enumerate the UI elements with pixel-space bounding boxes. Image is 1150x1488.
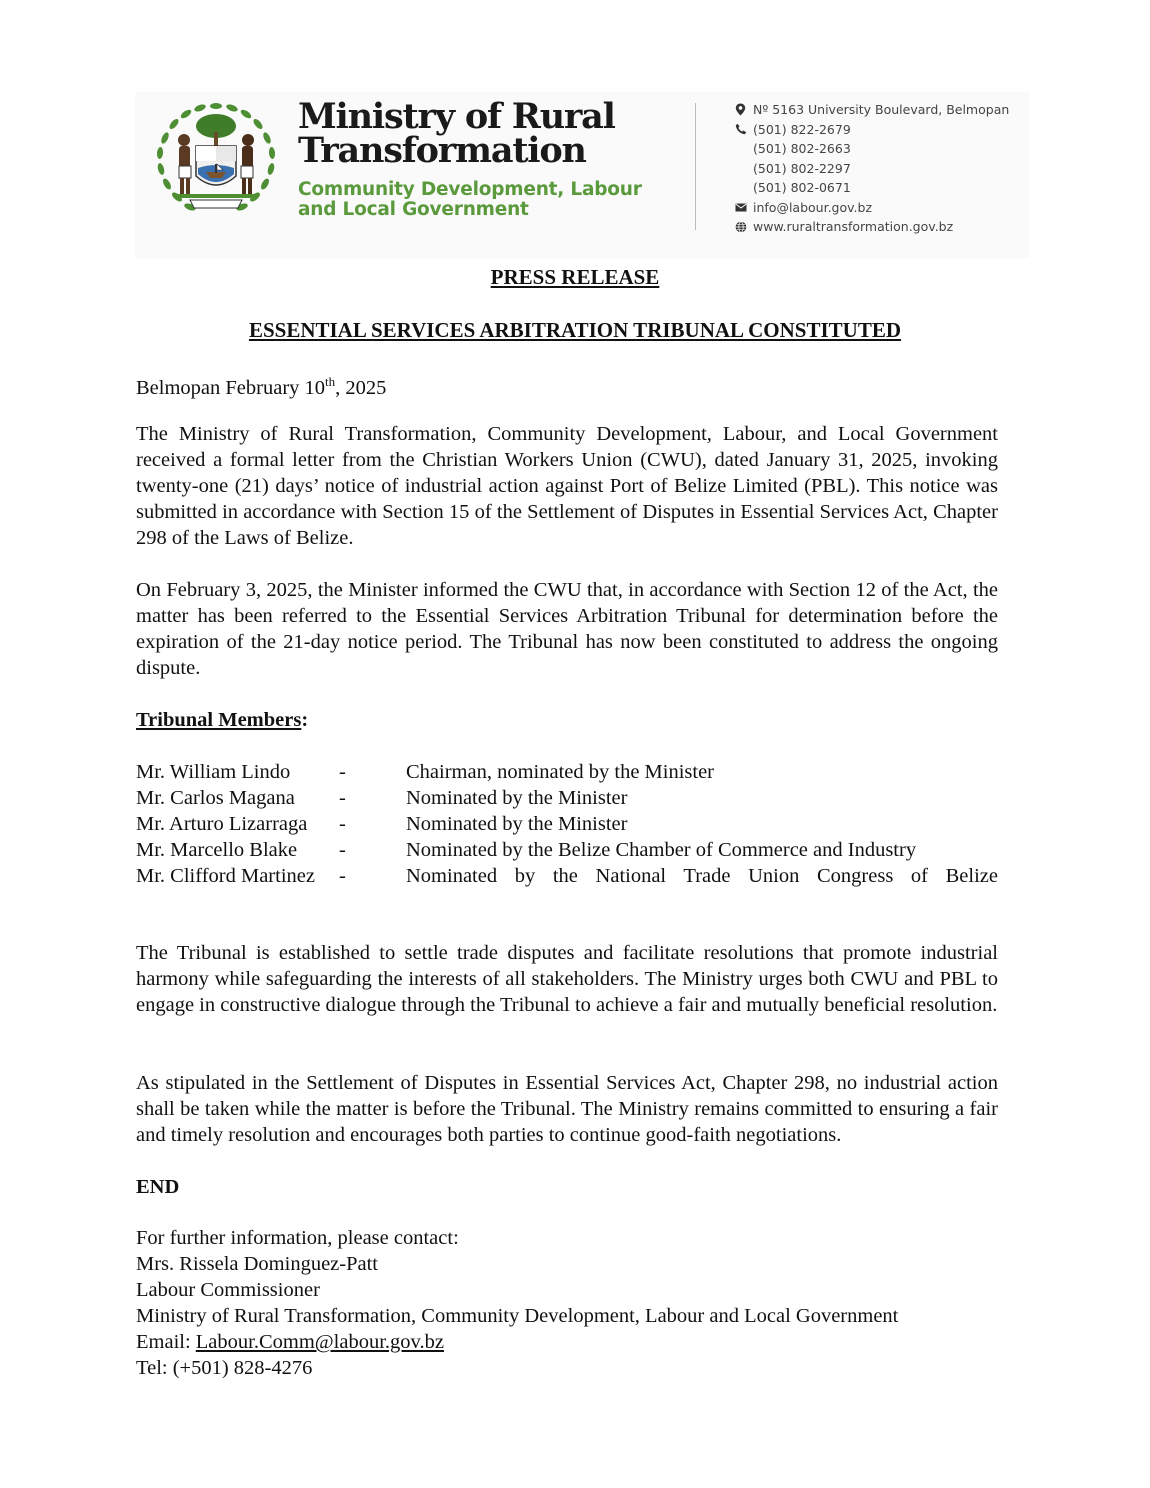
member-role: Nominated by the Minister bbox=[406, 787, 628, 809]
letterhead-divider bbox=[695, 103, 696, 230]
member-name: Mr. Clifford Martinez bbox=[136, 865, 315, 887]
member-row bbox=[136, 811, 998, 837]
envelope-icon bbox=[735, 203, 753, 212]
website-link[interactable]: www.ruraltransformation.gov.bz bbox=[753, 219, 954, 234]
member-name: Mr. Arturo Lizarraga bbox=[136, 813, 308, 835]
email-row bbox=[735, 198, 1009, 218]
member-role: Nominated by the National Trade Union Congress of Belize bbox=[406, 865, 998, 887]
address-row bbox=[735, 100, 1009, 120]
member-separator: - bbox=[339, 761, 346, 783]
phone-number[interactable]: (501) 802-2297 bbox=[753, 160, 851, 176]
phone-row-4 bbox=[735, 178, 1009, 198]
globe-icon bbox=[735, 221, 753, 233]
member-role: Nominated by the Minister bbox=[406, 813, 628, 835]
ministry-title-line2: Transformation bbox=[298, 130, 586, 171]
member-row bbox=[136, 863, 998, 889]
member-row bbox=[136, 785, 998, 811]
members-heading-text: Tribunal Members bbox=[136, 709, 302, 731]
phone-row-1 bbox=[735, 120, 1009, 140]
phone-row-2 bbox=[735, 139, 1009, 159]
contact-email-label: Email: bbox=[136, 1331, 196, 1353]
ministry-title-line1: Ministry of Rural bbox=[298, 96, 615, 137]
member-separator: - bbox=[339, 787, 346, 809]
contact-intro: For further information, please contact: bbox=[136, 1227, 459, 1249]
ministry-subtitle-line2: and Local Government bbox=[298, 199, 529, 220]
email-link[interactable]: info@labour.gov.bz bbox=[753, 199, 873, 215]
member-name: Mr. Carlos Magana bbox=[136, 787, 295, 809]
address-text: Nº 5163 University Boulevard, Belmopan bbox=[753, 102, 1010, 117]
dateline-prefix: Belmopan February 10 bbox=[136, 376, 326, 399]
contact-name: Mrs. Rissela Dominguez-Patt bbox=[136, 1253, 378, 1275]
coat-of-arms-icon bbox=[150, 98, 282, 220]
member-separator: - bbox=[339, 839, 346, 861]
contact-telephone: Tel: (+501) 828-4276 bbox=[136, 1357, 313, 1379]
member-row bbox=[136, 837, 998, 863]
phone-icon bbox=[735, 123, 753, 135]
member-name: Mr. Marcello Blake bbox=[136, 839, 298, 861]
closing-paragraph-1: The Tribunal is established to settle trade disputes and facilitate resolutions that promote industrial harmony while safeguarding the interests of all stakeholders. The Ministry urges both CWU and PBL to engage in constructive dialogue through the Tribunal to achieve a fair and mutually beneficial resolution. bbox=[136, 942, 998, 1016]
dateline-ordinal: th bbox=[325, 374, 336, 389]
phone-row-3 bbox=[735, 159, 1009, 179]
member-separator: - bbox=[339, 813, 346, 835]
dateline bbox=[136, 369, 386, 401]
closing-paragraph-2: As stipulated in the Settlement of Disputes in Essential Services Act, Chapter 298, no industrial action shall be taken while the matter is before the Tribunal. The Ministry remains committed to ensuring a fair and timely resolution and encourages both parties to continue good-faith negotiations. bbox=[136, 1072, 998, 1146]
website-row bbox=[735, 217, 1009, 237]
contact-title: Labour Commissioner bbox=[136, 1279, 320, 1301]
ministry-subtitle-line1: Community Development, Labour bbox=[298, 179, 642, 200]
dateline-suffix: , 2025 bbox=[335, 376, 387, 399]
member-role: Chairman, nominated by the Minister bbox=[406, 761, 715, 783]
contact-organization: Ministry of Rural Transformation, Community Development, Labour and Local Government bbox=[136, 1305, 899, 1327]
members-heading bbox=[136, 707, 308, 733]
member-separator: - bbox=[339, 865, 346, 887]
phone-number[interactable]: (501) 802-0671 bbox=[753, 180, 851, 195]
contact-email-row bbox=[136, 1329, 898, 1355]
press-contact bbox=[136, 1225, 898, 1381]
member-role: Nominated by the Belize Chamber of Commerce and Industry bbox=[406, 839, 917, 861]
end-marker: END bbox=[136, 1176, 180, 1198]
member-row bbox=[136, 759, 998, 785]
ministry-brand bbox=[298, 96, 688, 220]
paragraph-1: The Ministry of Rural Transformation, Community Development, Labour, and Local Government received a formal letter from the Christian Workers Union (CWU), dated January 31, 2025, invoking twenty-one (21) days’ notice of industrial action against Port of Belize Limited (PBL). This notice was submitted in accordance with Section 15 of the Settlement of Disputes in Essential Services Act, Chapter 298 of the Laws of Belize. bbox=[136, 423, 998, 549]
letterhead-contacts bbox=[735, 100, 1009, 237]
phone-number[interactable]: (501) 822-2679 bbox=[753, 121, 851, 137]
members-heading-colon: : bbox=[301, 709, 309, 731]
paragraph-2: On February 3, 2025, the Minister informed the CWU that, in accordance with Section 12 of the Act, the matter has been referred to the Essential Services Arbitration Tribunal for determination before the expiration of the 21-day notice period. The Tribunal has now been constituted to address the ongoing dispute. bbox=[136, 579, 998, 679]
release-title: ESSENTIAL SERVICES ARBITRATION TRIBUNAL CONSTITUTED bbox=[248, 318, 902, 342]
member-name: Mr. William Lindo bbox=[136, 761, 291, 783]
press-release-heading: PRESS RELEASE bbox=[490, 265, 660, 289]
phone-number[interactable]: (501) 802-2663 bbox=[753, 141, 851, 156]
members-list bbox=[136, 759, 998, 889]
contact-email-link[interactable]: Labour.Comm@labour.gov.bz bbox=[195, 1331, 444, 1353]
location-pin-icon bbox=[735, 103, 753, 116]
